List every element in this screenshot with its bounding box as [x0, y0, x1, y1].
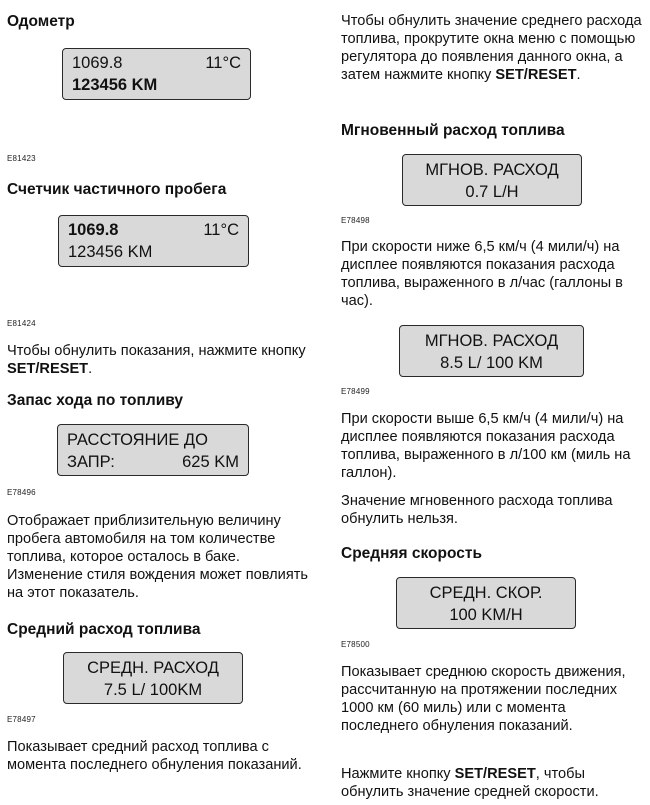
odometer-value: 123456 KM — [72, 76, 158, 94]
set-reset-key: SET/RESET — [454, 766, 536, 782]
figure-code: E81424 — [7, 319, 36, 328]
display-value: 0.7 L/H — [465, 183, 519, 201]
figure-code: E78496 — [7, 488, 36, 497]
set-reset-key: SET/RESET — [7, 361, 89, 377]
set-reset-key: SET/RESET — [495, 67, 577, 83]
paragraph-text: , чтобы обнулить значение средней скорости. — [341, 766, 599, 800]
display-value: 7.5 L/ 100KM — [103, 681, 203, 699]
trip-display — [58, 215, 249, 267]
fuel-range-display — [57, 424, 249, 476]
odometer-value: 123456 KM — [68, 243, 153, 261]
paragraph-text: Нажмите кнопку — [341, 766, 455, 782]
avg-fuel-paragraph: Показывает средний расход топлива с момента последнего обнуления показаний. — [7, 739, 302, 773]
instant-fuel-heading: Мгновенный расход топлива — [341, 122, 565, 139]
paragraph-text: . — [576, 67, 581, 83]
display-line: РАССТОЯНИЕ ДО — [67, 431, 208, 449]
display-value: 8.5 L/ 100 KM — [440, 354, 543, 372]
avg-speed-display — [396, 577, 576, 629]
fuel-range-heading: Запас хода по топливу — [7, 392, 183, 409]
trip-reset-paragraph — [7, 342, 307, 378]
trip-value: 1069.8 — [72, 54, 123, 72]
figure-code: E78500 — [341, 640, 370, 649]
avg-speed-paragraph: Показывает среднюю скорость движения, рассчитанную на протяжении последних 1000 км (60 миль) или с момента последнего обнуления показаний. — [341, 664, 626, 734]
odometer-heading: Одометр — [7, 13, 75, 30]
instant-low-speed-paragraph: При скорости ниже 6,5 км/ч (4 мили/ч) на дисплее появляются показания расхода топлива, выраженного в л/час (галлоны в час). — [341, 239, 623, 309]
avg-speed-heading: Средняя скорость — [341, 545, 482, 562]
instant-no-reset-paragraph: Значение мгновенного расхода топлива обнулить нельзя. — [341, 493, 613, 527]
paragraph-text: Чтобы обнулить показания, нажмите кнопку — [7, 343, 306, 359]
avg-fuel-display — [63, 652, 243, 704]
trip-heading: Счетчик частичного пробега — [7, 181, 227, 198]
display-line: СРЕДН. РАСХОД — [87, 659, 219, 677]
display-line: МГНОВ. РАСХОД — [424, 332, 559, 350]
paragraph-text: . — [88, 361, 93, 377]
range-value: 625 KM — [182, 453, 239, 471]
avg-speed-reset-paragraph — [341, 765, 646, 801]
avg-fuel-heading: Средний расход топлива — [7, 621, 201, 638]
odometer-display — [62, 48, 251, 100]
temperature-value: 11°C — [203, 221, 239, 239]
display-line: СРЕДН. СКОР. — [429, 584, 543, 602]
fuel-range-paragraph: Отображает приблизительную величину пробега автомобиля на том количестве топлива, которое осталось в баке. Изменение стиля вождения может повлиять на этот показатель. — [7, 513, 309, 601]
display-line: МГНОВ. РАСХОД — [425, 161, 559, 179]
figure-code: E78498 — [341, 216, 370, 225]
trip-value: 1069.8 — [68, 221, 119, 239]
figure-code: E78497 — [7, 715, 36, 724]
figure-code: E81423 — [7, 154, 36, 163]
temperature-value: 11°C — [205, 54, 241, 72]
instant-fuel-display-low-speed — [402, 154, 582, 206]
paragraph-text: Чтобы обнулить значение среднего расхода топлива, прокрутите окна меню с помощью регулятора до появления данного окна, а затем нажмите кнопку — [341, 13, 642, 83]
display-value: 100 KM/H — [449, 606, 523, 624]
instant-high-speed-paragraph: При скорости выше 6,5 км/ч (4 мили/ч) на дисплее появляются показания расхода топлива, выраженного в л/100 км (миль на галлон). — [341, 411, 631, 481]
instant-fuel-display-high-speed — [399, 325, 584, 377]
avg-fuel-reset-paragraph — [341, 12, 643, 84]
display-label: ЗАПР: — [67, 453, 115, 471]
figure-code: E78499 — [341, 387, 370, 396]
